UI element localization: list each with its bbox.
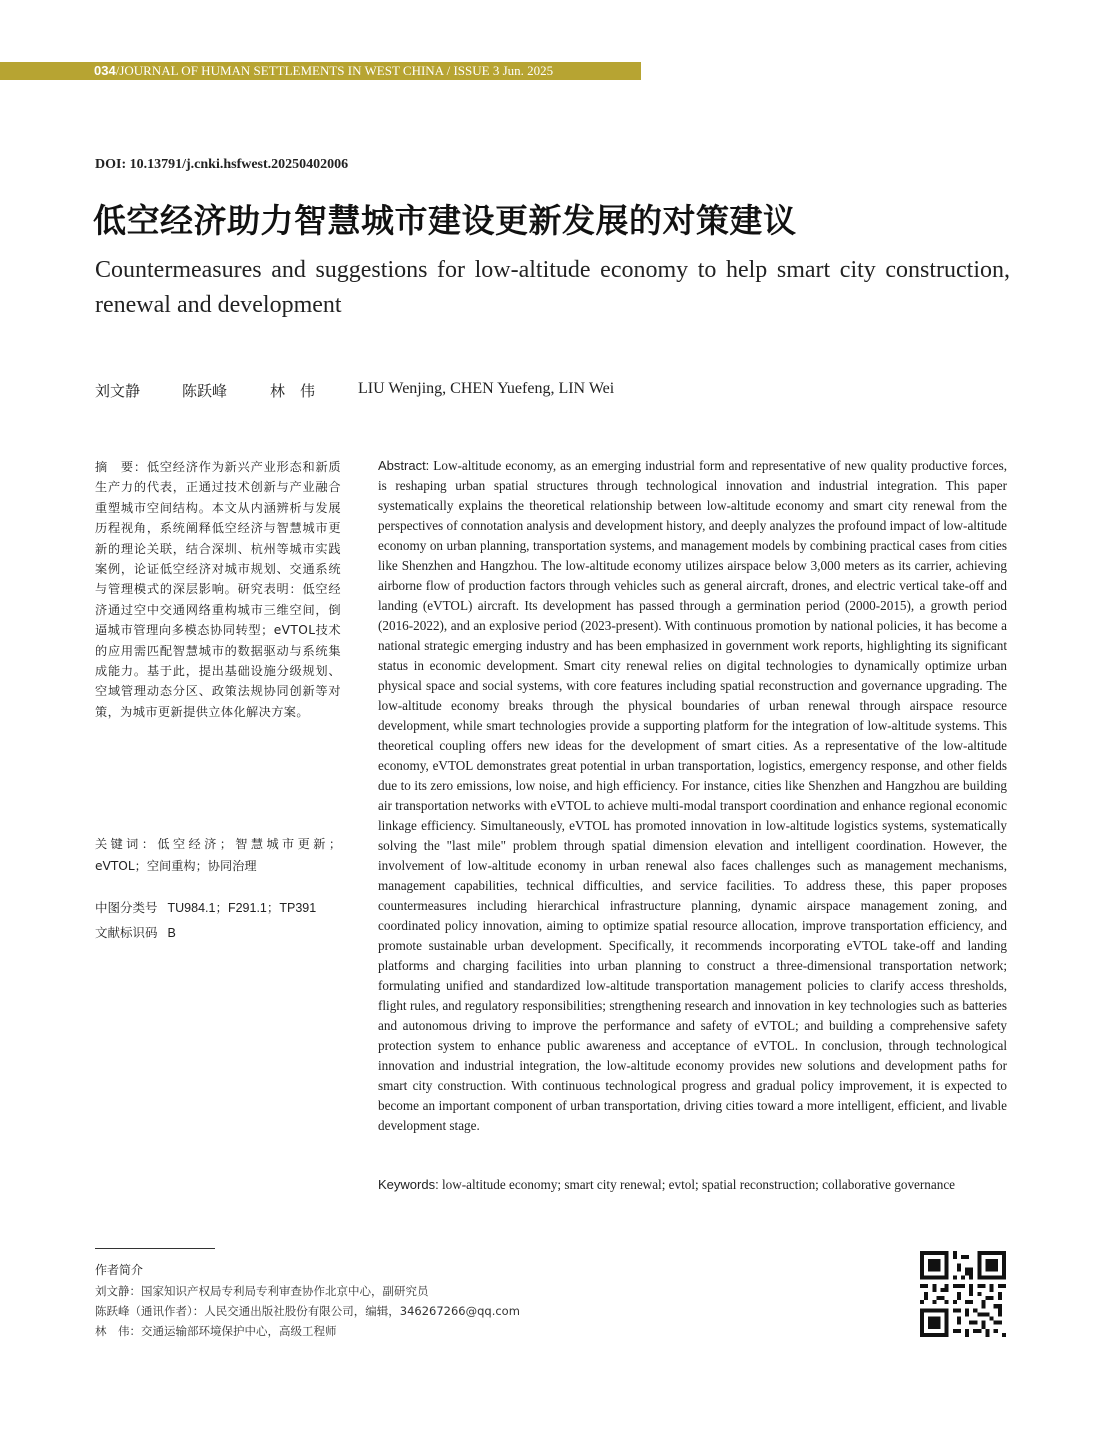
footnote-author-2: 陈跃峰（通讯作者）：人民交通出版社股份有限公司，编辑，346267266@qq.com bbox=[95, 1304, 520, 1318]
qr-code-icon[interactable] bbox=[920, 1251, 1006, 1337]
abstract-cn-text: 低空经济作为新兴产业形态和新质生产力的代表，正通过技术创新与产业融合重塑城市空间结构。本文从内涵辨析与发展历程视角，系统阐释低空经济与智慧城市更新的理论关联，结合深圳、杭州等城市实践案例，论证低空经济对城市规划、交通系统与管理模式的深层影响。研究表明：低空经济通过空中交通网络重构城市三维空间，倒逼城市管理向多模态协同转型；eVTOL技术的应用需匹配智慧城市的数据驱动与系统集成能力。基于此，提出基础设施分级规划、空域管理动态分区、政策法规协同创新等对策，为城市更新提供立体化解决方案。 bbox=[95, 460, 341, 719]
author-cn-2: 陈跃峰 bbox=[182, 382, 228, 400]
authors-english: LIU Wenjing, CHEN Yuefeng, LIN Wei bbox=[358, 380, 615, 397]
title-chinese: 低空经济助力智慧城市建设更新发展的对策建议 bbox=[93, 201, 797, 240]
author-cn-3: 林 伟 bbox=[270, 382, 316, 400]
doi[interactable]: DOI: 10.13791/j.cnki.hsfwest.20250402006 bbox=[95, 157, 349, 172]
title-english: Countermeasures and suggestions for low-altitude economy to help smart city construction, renewal and development bbox=[95, 257, 1010, 318]
keywords-cn-text: 低空经济；智慧城市更新；eVTOL；空间重构；协同治理 bbox=[95, 837, 342, 873]
classification-label: 中图分类号 bbox=[95, 900, 158, 915]
abstract-chinese bbox=[95, 457, 341, 722]
author-cn-1: 刘文静 bbox=[95, 382, 141, 400]
keywords-en-text: low-altitude economy; smart city renewal; evtol; spatial reconstruction; collaborative governance bbox=[442, 1177, 956, 1192]
abstract-cn-label: 摘 要： bbox=[95, 460, 147, 474]
footnote-heading: 作者简介 bbox=[95, 1263, 144, 1277]
keywords-en-label: Keywords: bbox=[378, 1177, 439, 1192]
document-code bbox=[95, 923, 176, 941]
document-code-label: 文献标识码 bbox=[95, 925, 158, 940]
footnote-author-1: 刘文静：国家知识产权局专利局专利审查协作北京中心，副研究员 bbox=[95, 1284, 429, 1298]
classification-value: TU984.1；F291.1；TP391 bbox=[167, 901, 317, 915]
journal-header-band bbox=[0, 62, 641, 80]
keywords-chinese bbox=[95, 833, 341, 877]
abstract-english bbox=[378, 456, 1007, 1136]
footnote-divider bbox=[95, 1248, 215, 1249]
page-number: 034 bbox=[94, 63, 116, 78]
abstract-en-text: Low-altitude economy, as an emerging industrial form and representative of new quality productive forces, is reshaping urban spatial structures through technological innovation and industrial integration. This paper systematically explains the theoretical relationship between low-altitude economy and smart city renewal from the perspectives of connotation analysis and development history, and deeply analyzes the profound impact of low-altitude economy on urban planning, transportation systems, and management models by combining practical cases from cities like Shenzhen and Hangzhou. The low-altitude economy utilizes airspace below 3,000 meters as its carrier, achieving airborne flow of production factors through vehicles such as general aircraft, drones, and electric vertical take-off and landing (eVTOL) aircraft. Its development has passed through a germination period (2000-2015), a growth period (2016-2022), and an explosive period (2023-present). With continuous promotion by national policies, it has become a national strategic emerging industry and has been emphasized in government work reports, highlighting its significant status in economic development. Smart city renewal relies on digital technologies to dynamically optimize urban physical space and social systems, with core features including spatial reconstruction and governance upgrading. The low-altitude economy breaks through the physical boundaries of urban renewal through airspace resource development, while smart technologies provide a supporting platform for the integration of low-altitude systems. This theoretical coupling offers new ideas for the development of smart cities. As a representative of the low-altitude economy, eVTOL demonstrates great potential in urban transportation, logistics, emergency response, and other fields due to its zero emissions, low noise, and high efficiency. For instance, cities like Shenzhen and Hangzhou are building air transportation networks with eVTOL to achieve multi-modal transport coordination and enhance regional economic linkage efficiency. Simultaneously, eVTOL has promoted innovation in low-altitude logistics systems, systematically solving the "last mile" problem through spatial dimension elevation and intelligent coordination. However, the involvement of low-altitude economy in urban renewal also faces challenges such as management mechanisms, management capabilities, technical difficulties, and service facilities. To address these, this paper proposes countermeasures including hierarchical infrastructure planning, dynamic airspace management zoning, and coordinated policy innovation, aiming to optimize spatial resource allocation, improve transportation efficiency, and promote sustainable urban development. Specifically, it recommends incorporating eVTOL take-off and landing platforms and charging facilities into urban planning to construct a three-dimensional transportation network; formulating unified and standardized low-altitude transportation management policies to clarify access thresholds, flight rules, and regulatory responsibilities; strengthening research and innovation in key technologies such as batteries and autonomous driving to improve the performance and safety of eVTOL; and building a comprehensive safety protection system to enhance public awareness and acceptance of eVTOL. In conclusion, through technological innovation and industrial integration, the low-altitude economy provides new solutions and development paths for smart city construction. With continuous technological progress and gradual policy improvement, it is expected to become an important component of urban transportation, driving cities toward a more intelligent, efficient, and livable development stage. bbox=[378, 458, 1008, 1133]
footnote-author-3: 林 伟：交通运输部环境保护中心，高级工程师 bbox=[95, 1324, 337, 1338]
classification-number bbox=[95, 898, 316, 916]
document-code-value: B bbox=[167, 926, 176, 940]
keywords-english bbox=[378, 1175, 1007, 1195]
journal-line: /JOURNAL OF HUMAN SETTLEMENTS IN WEST CHINA / ISSUE 3 Jun. 2025 bbox=[115, 63, 554, 78]
keywords-cn-label: 关键词： bbox=[95, 837, 158, 851]
abstract-en-label: Abstract: bbox=[378, 458, 430, 473]
